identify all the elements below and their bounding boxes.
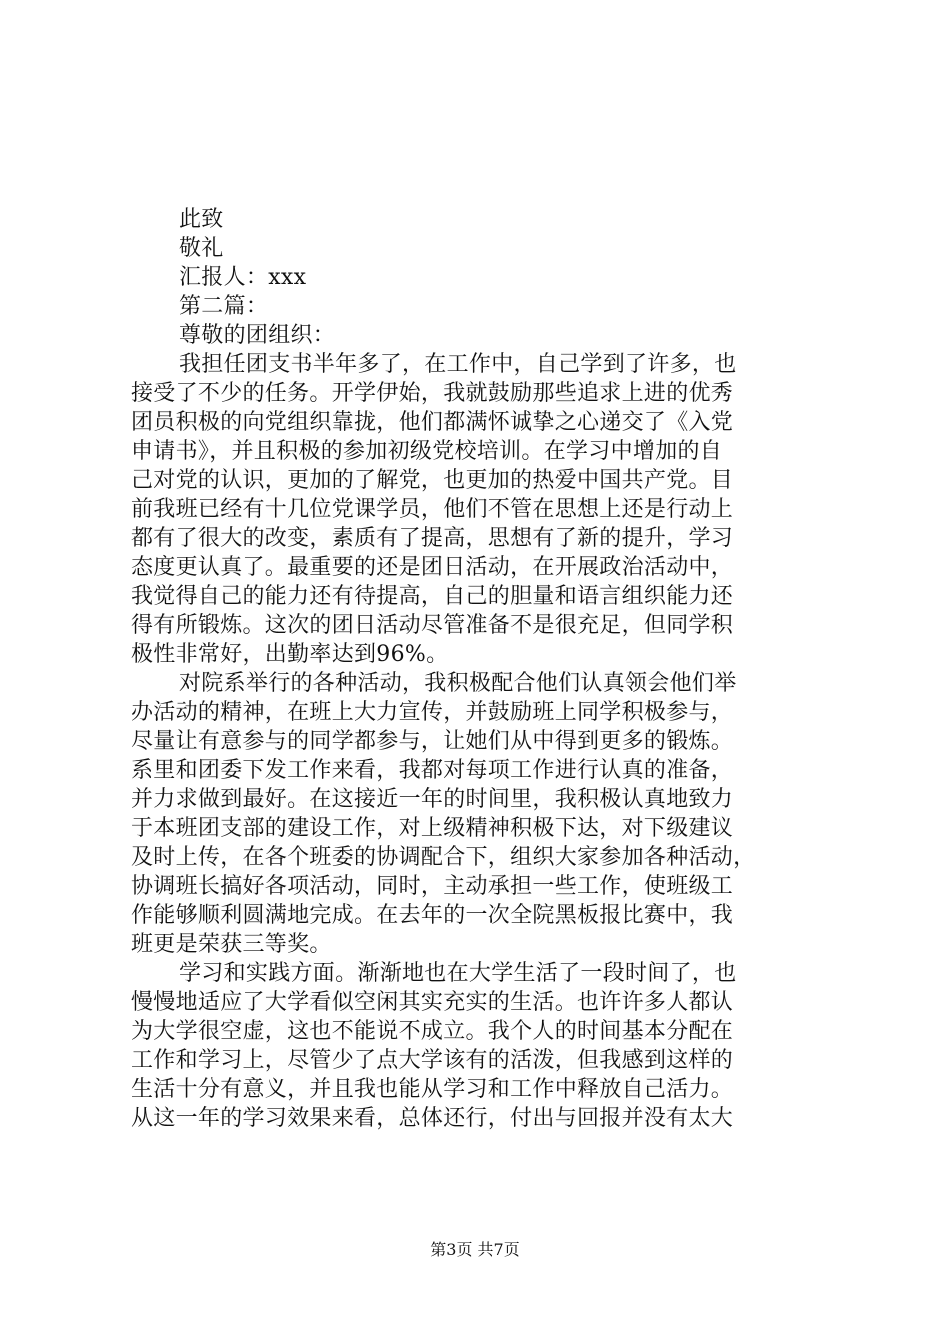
paragraph-line: 前我班已经有十几位党课学员，他们不管在思想上还是行动上 bbox=[131, 497, 734, 522]
paragraph-line: 从这一年的学习效果来看，总体还行，付出与回报并没有太大 bbox=[131, 1106, 734, 1131]
paragraph-line: 态度更认真了。最重要的还是团日活动，在开展政治活动中， bbox=[131, 555, 734, 580]
paragraph-line: 己对党的认识，更加的了解党，也更加的热爱中国共产党。目 bbox=[131, 468, 734, 493]
paragraph-line: 都有了很大的改变，素质有了提高，思想有了新的提升，学习 bbox=[131, 526, 734, 551]
paragraph-line: 得有所锻炼。这次的团日活动尽管准备不是很充足，但同学积 bbox=[131, 613, 734, 638]
paragraph-line: 接受了不少的任务。开学伊始，我就鼓励那些追求上进的优秀 bbox=[131, 381, 734, 406]
paragraph-line: 班更是荣获三等奖。 bbox=[131, 932, 332, 957]
closing-line: 敬礼 bbox=[179, 236, 224, 261]
paragraph-line: 作能够顺利圆满地完成。在去年的一次全院黑板报比赛中，我 bbox=[131, 903, 734, 928]
closing-line: 此致 bbox=[179, 207, 224, 232]
paragraph-line: 办活动的精神，在班上大力宣传，并鼓励班上同学积极参与， bbox=[131, 700, 734, 725]
paragraph-line: 尽量让有意参与的同学都参与，让她们从中得到更多的锻炼。 bbox=[131, 729, 734, 754]
page-number: 第3页 共7页 bbox=[430, 1240, 520, 1259]
reporter-line: 汇报人：xxx bbox=[179, 265, 307, 290]
paragraph-line: 系里和团委下发工作来看，我都对每项工作进行认真的准备， bbox=[131, 758, 734, 783]
salutation-line: 尊敬的团组织： bbox=[179, 323, 336, 348]
paragraph-line: 生活十分有意义，并且我也能从学习和工作中释放自己活力。 bbox=[131, 1077, 734, 1102]
document-body bbox=[131, 205, 831, 1133]
paragraph-line: 于本班团支部的建设工作，对上级精神积极下达，对下级建议 bbox=[131, 816, 734, 841]
paragraph-line: 学习和实践方面。渐渐地也在大学生活了一段时间了，也 bbox=[179, 961, 737, 986]
paragraph-line: 申请书》，并且积极的参加初级党校培训。在学习中增加的自 bbox=[131, 439, 723, 464]
paragraph-line: 慢慢地适应了大学看似空闲其实充实的生活。也许许多人都认 bbox=[131, 990, 734, 1015]
paragraph-line: 为大学很空虚，这也不能说不成立。我个人的时间基本分配在 bbox=[131, 1019, 734, 1044]
paragraph-line: 我觉得自己的能力还有待提高，自己的胆量和语言组织能力还 bbox=[131, 584, 734, 609]
paragraph-line: 对院系举行的各种活动，我积极配合他们认真领会他们举 bbox=[179, 671, 737, 696]
paragraph-line: 协调班长搞好各项活动，同时，主动承担一些工作，使班级工 bbox=[131, 874, 734, 899]
paragraph-line: 团员积极的向党组织靠拢，他们都满怀诚挚之心递交了《入党 bbox=[131, 410, 734, 435]
paragraph-line: 工作和学习上，尽管少了点大学该有的活泼，但我感到这样的 bbox=[131, 1048, 734, 1073]
paragraph-line: 并力求做到最好。在这接近一年的时间里，我积极认真地致力 bbox=[131, 787, 734, 812]
paragraph-line: 及时上传，在各个班委的协调配合下，组织大家参加各种活动， bbox=[131, 845, 756, 870]
section-heading: 第二篇： bbox=[179, 294, 269, 319]
paragraph-line: 极性非常好，出勤率达到96%。 bbox=[131, 642, 449, 667]
paragraph-line: 我担任团支书半年多了，在工作中，自己学到了许多，也 bbox=[179, 352, 737, 377]
